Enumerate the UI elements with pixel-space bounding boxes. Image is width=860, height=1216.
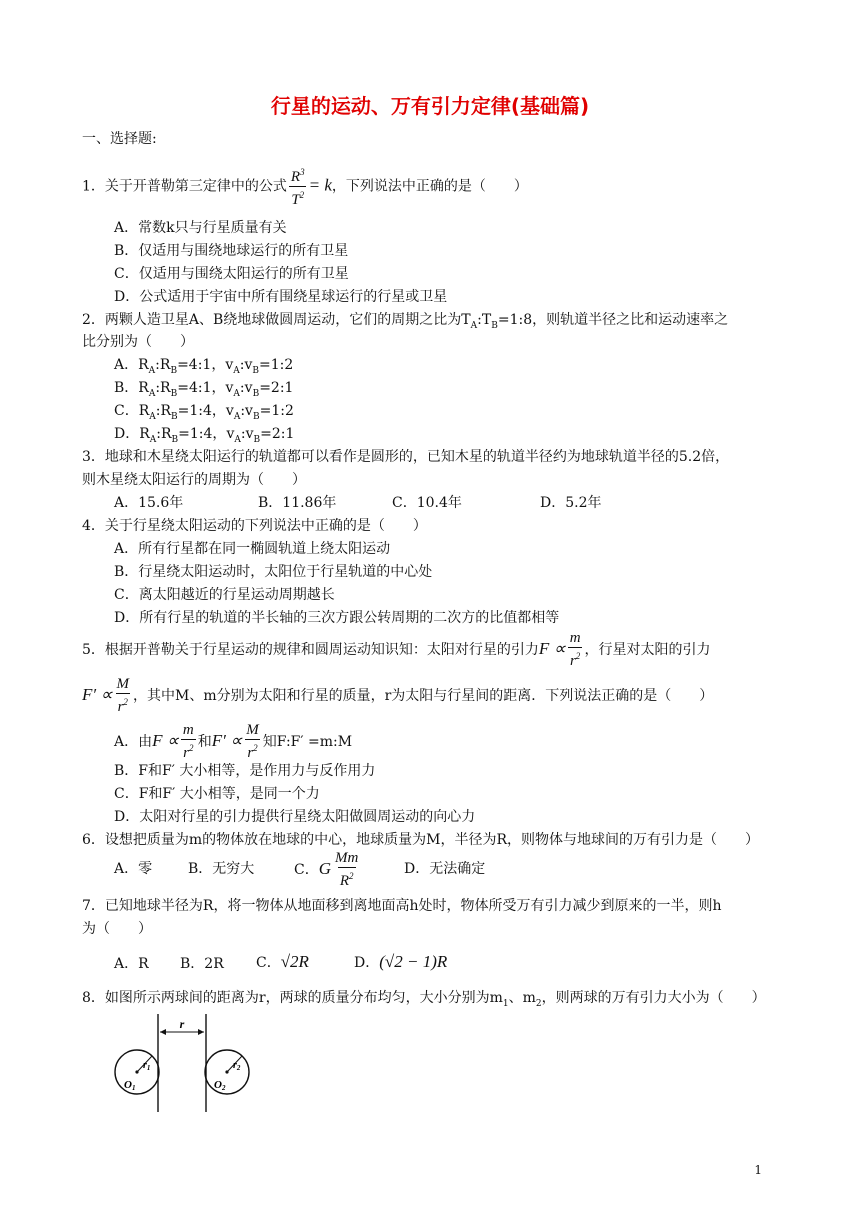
question-6-option-c: C．G $\frac{Mm}{R^2}$ — [294, 850, 359, 889]
label-r2: $r_2$ — [233, 1060, 241, 1072]
page-number: 1 — [754, 1163, 762, 1177]
question-7-option-c: C．√2R — [256, 952, 309, 971]
question-7-option-d: D．(√2 − 1)R — [354, 952, 448, 971]
question-4-option-a: A．所有行星都在同一椭圆轨道上绕太阳运动 — [114, 541, 391, 557]
question-2-option-b: B．$R_A:R_B=4:1$，$v_A:v_B=2:1$ — [114, 380, 294, 399]
question-1-stem: 1．关于开普勒第三定律中的公式 $\frac{R^3}{T^2}$ = k，下列说法中正确的是（ ） — [82, 164, 528, 209]
question-1-option-c: C．仅适用与围绕太阳运行的所有卫星 — [114, 266, 349, 282]
two-spheres-figure — [100, 1008, 270, 1118]
question-3-option-d: D．5.2年 — [540, 495, 602, 511]
question-2-stem: 2．两颗人造卫星A、B绕地球做圆周运动，它们的周期之比为$T_A:T_B=1:8$，则轨道半径之比和运动速率之 — [82, 312, 729, 331]
question-4-stem: 4．关于行星绕太阳运动的下列说法中正确的是（ ） — [82, 518, 427, 534]
question-3-stem: 3．地球和木星绕太阳运行的轨道都可以看作是圆形的，已知木星的轨道半径约为地球轨道半径的5.2倍， — [82, 449, 730, 465]
question-6-option-b: B．无穷大 — [188, 861, 255, 877]
distance-label: r — [179, 1017, 185, 1031]
question-4-option-b: B．行星绕太阳运动时，太阳位于行星轨道的中心处 — [114, 564, 433, 580]
question-2-option-a: A．$R_A:R_B=4:1$，$v_A:v_B=1:2$ — [114, 357, 294, 376]
question-7-option-a: A．R — [114, 956, 149, 972]
question-2-option-c: C．$R_A:R_B=1:4$，$v_A:v_B=1:2$ — [114, 403, 294, 422]
question-5-option-c: C．F和F′ 大小相等，是同一个力 — [114, 786, 320, 802]
question-5-option-a: A．由F ∝ $\frac{m}{r^2}$ 和F′ ∝ $\frac{M}{r^2}$ 知F:F′ =m:M — [114, 722, 353, 761]
arrow-right-head — [198, 1029, 204, 1035]
arrow-left-head — [160, 1029, 166, 1035]
question-4-option-c: C．离太阳越近的行星运动周期越长 — [114, 587, 335, 603]
question-3-option-a: A．15.6年 — [114, 495, 184, 511]
question-1-option-a: A．常数k只与行星质量有关 — [114, 220, 287, 236]
question-2-option-d: D．$R_A:R_B=1:4$，$v_A:v_B=2:1$ — [114, 426, 295, 445]
label-o1: O1 — [124, 1079, 136, 1092]
question-6-option-a: A．零 — [114, 861, 153, 877]
question-5-stem-cont: F′ ∝ $\frac{M}{r^2}$ ，其中M、m分别为太阳和行星的质量，r为太阳与行星间的距离．下列说法正确的是（ ） — [82, 676, 714, 715]
question-1-option-b: B．仅适用与围绕地球运行的所有卫星 — [114, 243, 349, 259]
question-3-option-b: B．11.86年 — [258, 495, 337, 511]
question-6-stem: 6．设想把质量为m的物体放在地球的中心，地球质量为M，半径为R，则物体与地球间的万有引力是（ ） — [82, 832, 760, 848]
page-title: 行星的运动、万有引力定律(基础篇) — [270, 94, 590, 118]
question-7-stem: 7．已知地球半径为R，将一物体从地面移到离地面高h处时，物体所受万有引力减少到原来的一半，则h — [82, 898, 722, 914]
kepler-formula: $\frac{R^3}{T^2}$ — [290, 167, 305, 208]
question-3-stem-cont: 则木星绕太阳运行的周期为（ ） — [82, 472, 306, 488]
question-5-option-d: D．太阳对行星的引力提供行星绕太阳做圆周运动的向心力 — [114, 809, 476, 825]
question-3-option-c: C．10.4年 — [392, 495, 462, 511]
question-5-option-b: B．F和F′ 大小相等，是作用力与反作用力 — [114, 763, 376, 779]
question-7-stem-cont: 为（ ） — [82, 921, 152, 937]
question-1-option-d: D．公式适用于宇宙中所有围绕星球运行的行星或卫星 — [114, 289, 448, 305]
label-o2: O2 — [214, 1079, 226, 1092]
question-7-option-b: B．2R — [180, 956, 224, 972]
section-heading: 一、选择题: — [82, 131, 157, 147]
question-8-stem: 8．如图所示两球间的距离为r，两球的质量分布均匀，大小分别为$m_1$、$m_2$，则两球的万有引力大小为（ ） — [82, 990, 766, 1009]
question-6-option-d: D．无法确定 — [404, 861, 486, 877]
label-r1: $r_1$ — [143, 1060, 151, 1072]
question-5-stem: 5．根据开普勒关于行星运动的规律和圆周运动知识知：太阳对行星的引力F ∝ $\frac{m}{r^2}$ ，行星对太阳的引力 — [82, 630, 711, 669]
question-2-stem-cont: 比分别为（ ） — [82, 334, 194, 350]
question-4-option-d: D．所有行星的轨道的半长轴的三次方跟公转周期的二次方的比值都相等 — [114, 610, 560, 626]
